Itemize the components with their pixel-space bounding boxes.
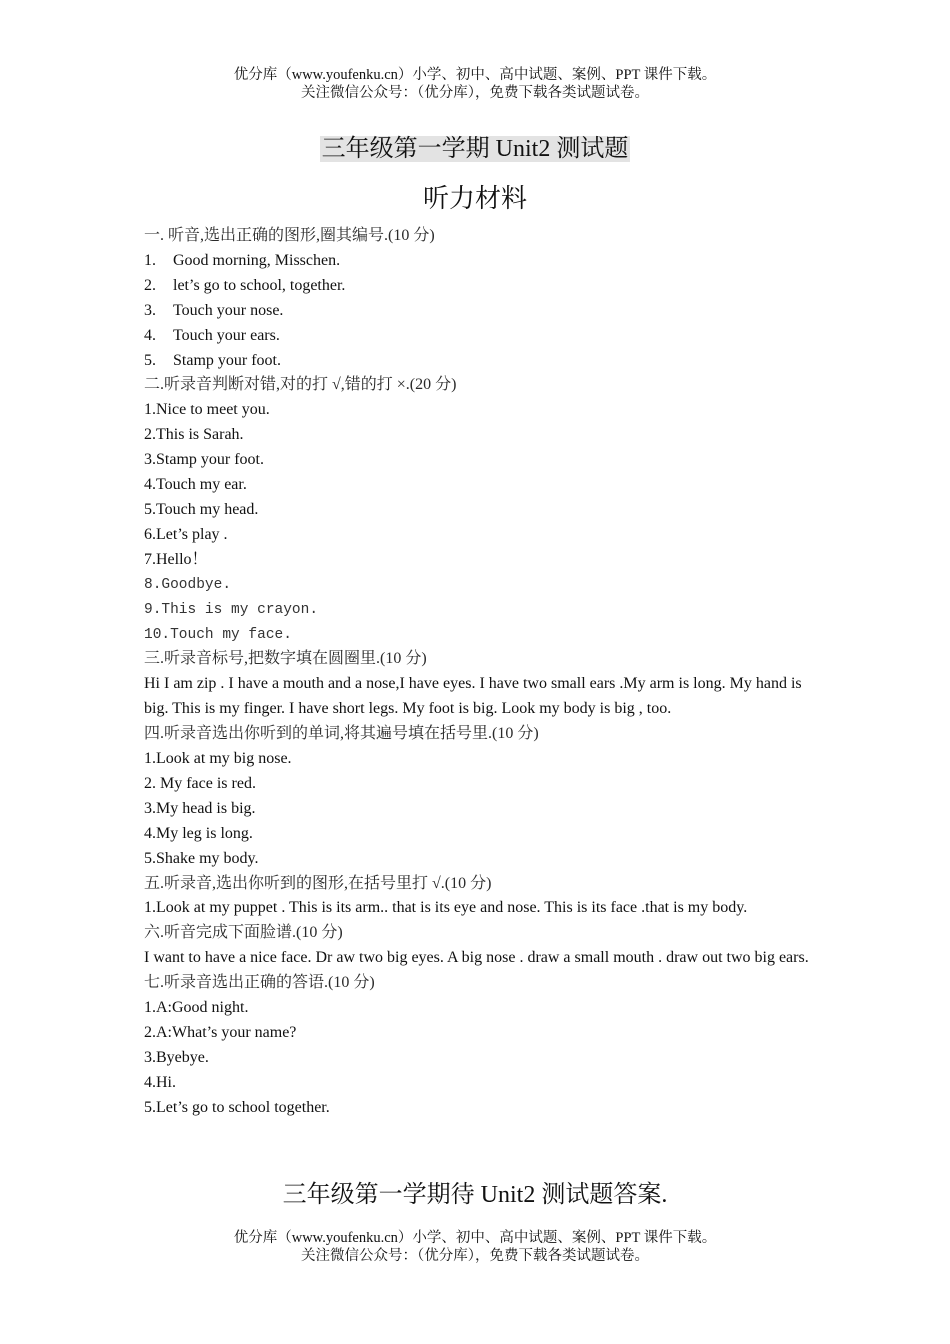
- section-4-heading: 四.听录音选出你听到的单词,将其遍号填在括号里.(10 分): [144, 725, 539, 743]
- document-title: [0, 134, 950, 164]
- list-item: 6.Let’s play .: [144, 525, 228, 543]
- item-text: Touch your nose.: [173, 301, 284, 319]
- listening-material: [144, 224, 814, 1121]
- list-item: [144, 349, 814, 374]
- list-item: 5.Touch my head.: [144, 500, 259, 518]
- list-item: 1.Nice to meet you.: [144, 401, 270, 419]
- header-line-2: 关注微信公众号：（优分库），免费下载各类试题试卷。: [301, 85, 649, 101]
- item-number: 2.: [144, 276, 156, 294]
- page-footer: [0, 1229, 950, 1265]
- section-subtitle: 听力材料: [422, 184, 527, 213]
- item-number: 3.: [144, 301, 156, 319]
- list-item: 3.Stamp your foot.: [144, 451, 264, 469]
- list-item: 4.My leg is long.: [144, 824, 253, 842]
- list-item: 4.Hi.: [144, 1073, 176, 1091]
- item-number: 4.: [144, 326, 156, 344]
- item-number: 1.: [144, 251, 156, 269]
- item-text: Stamp your foot.: [173, 351, 281, 369]
- list-item: 5.Shake my body.: [144, 849, 259, 867]
- list-item: 9.This is my crayon.: [144, 601, 319, 618]
- list-item: 7.Hello！: [144, 550, 208, 568]
- section-6-heading: 六.听音完成下面脸谱.(10 分): [144, 924, 343, 942]
- document-title-text: 三年级第一学期 Unit2 测试题: [321, 136, 629, 162]
- footer-line-1: 优分库（www.youfenku.cn）小学、初中、高中试题、案例、PPT 课件下载。: [233, 1230, 717, 1246]
- list-item: 3.My head is big.: [144, 799, 256, 817]
- footer-line-2: 关注微信公众号：（优分库），免费下载各类试题试卷。: [301, 1248, 649, 1264]
- item-text: let’s go to school, together.: [173, 276, 346, 294]
- list-item: 1.A:Good night.: [144, 999, 249, 1017]
- list-item: 2. My face is red.: [144, 774, 256, 792]
- list-item: [144, 249, 814, 274]
- section-5-text: 1.Look at my puppet . This is its arm.. that is its eye and nose. This is its face .that is my body.: [144, 899, 748, 917]
- answer-key-title: 三年级第一学期待 Unit2 测试题答案.: [282, 1182, 668, 1208]
- item-text: Good morning, Misschen.: [173, 251, 341, 269]
- list-item: 1.Look at my big nose.: [144, 750, 292, 768]
- section-2-heading: 二.听录音判断对错,对的打 √,错的打 ×.(20 分): [144, 376, 457, 394]
- list-item: 5.Let’s go to school together.: [144, 1098, 330, 1116]
- list-item: [144, 274, 814, 299]
- section-5-heading: 五.听录音,选出你听到的图形,在括号里打 √.(10 分): [144, 874, 492, 892]
- section-1-heading: 一. 听音,选出正确的图形,圈其编号.(10 分): [144, 227, 435, 244]
- list-item: 10.Touch my face.: [144, 626, 292, 643]
- list-item: 3.Byebye.: [144, 1048, 209, 1066]
- section-7-heading: 七.听录音选出正确的答语.(10 分): [144, 974, 375, 992]
- page-header: [0, 66, 950, 102]
- list-item: 8.Goodbye.: [144, 576, 232, 593]
- item-text: Touch your ears.: [173, 326, 280, 344]
- list-item: [144, 299, 814, 324]
- list-item: 2.This is Sarah.: [144, 426, 244, 444]
- section-6-text: I want to have a nice face. Dr aw two big eyes. A big nose . draw a small mouth . draw out two big ears.: [144, 949, 809, 967]
- list-item: 2.A:What’s your name?: [144, 1024, 297, 1041]
- list-item: 4.Touch my ear.: [144, 476, 247, 494]
- item-number: 5.: [144, 351, 156, 369]
- list-item: [144, 324, 814, 349]
- section-3-heading: 三.听录音标号,把数字填在圆圈里.(10 分): [144, 650, 427, 668]
- header-line-1: 优分库（www.youfenku.cn）小学、初中、高中试题、案例、PPT 课件下载。: [233, 67, 717, 83]
- section-3-text: Hi I am zip . I have a mouth and a nose,I have eyes. I have two small ears .My arm is long. My hand is big. This is my finger. I have short legs. My foot is big. Look my body is big , too.: [144, 675, 802, 718]
